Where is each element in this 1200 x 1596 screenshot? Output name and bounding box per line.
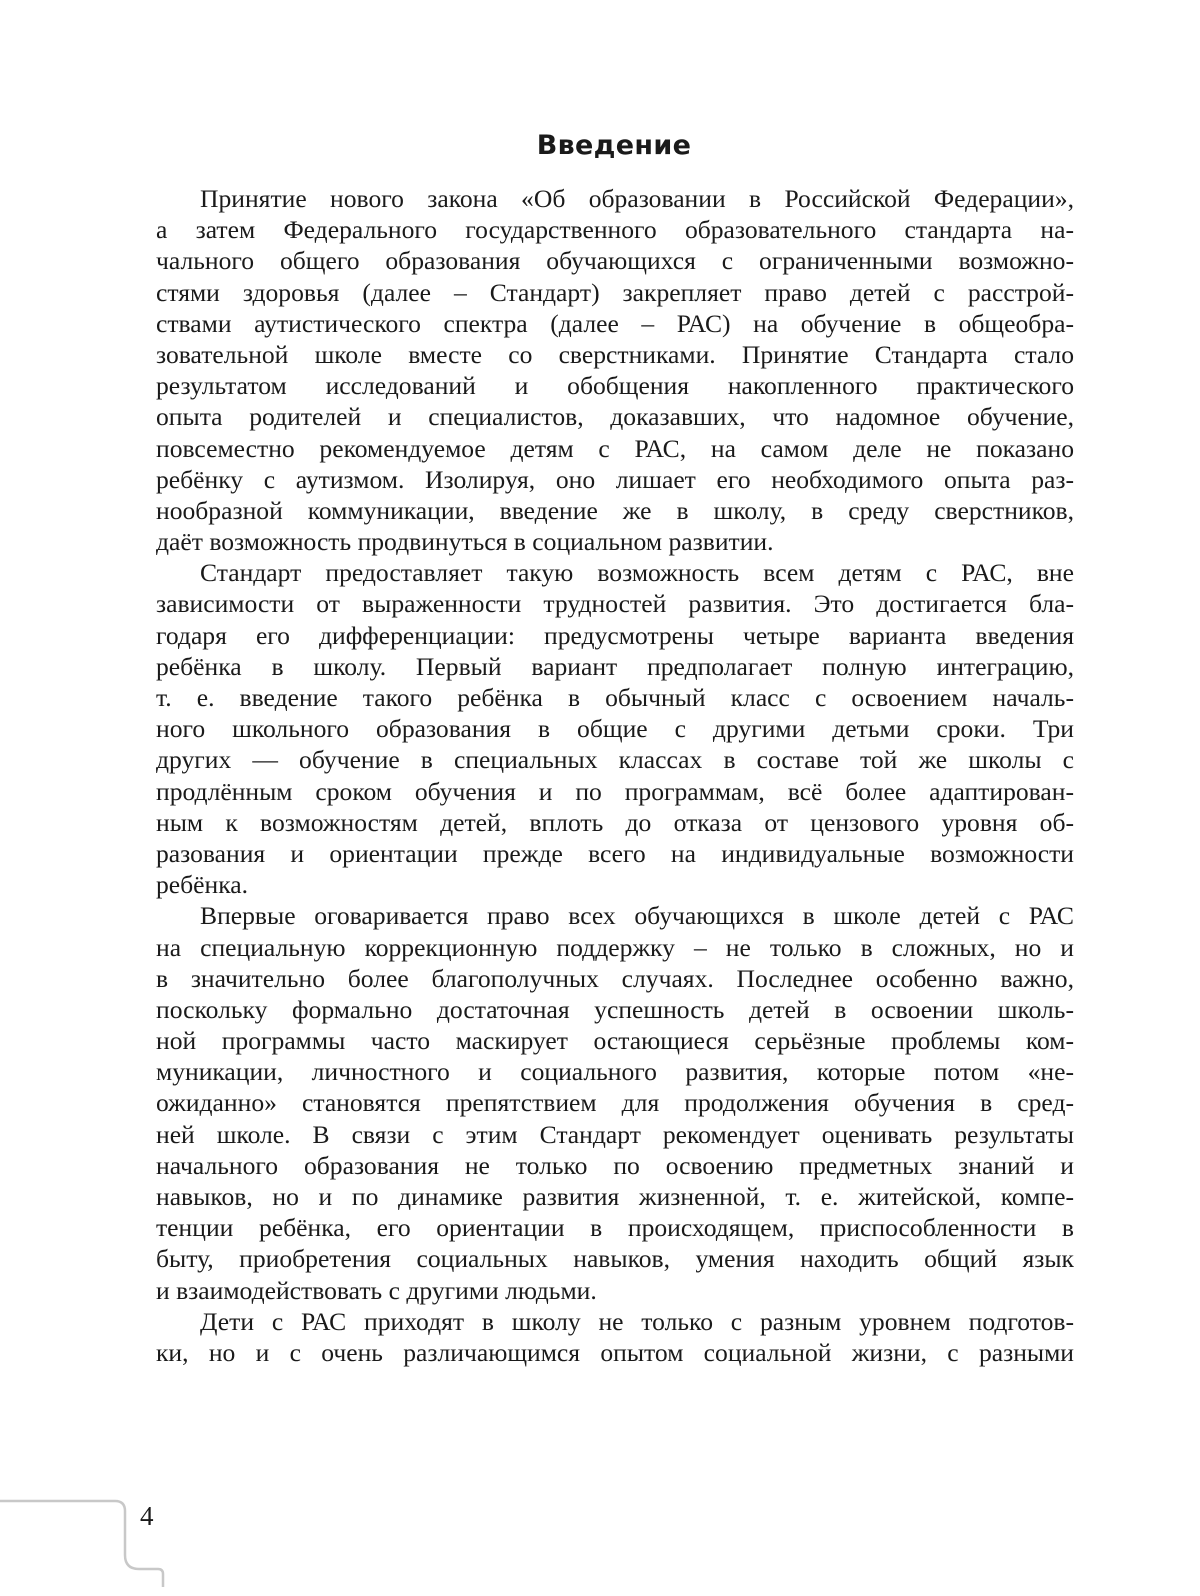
text-line: ожиданно» становятся препятствием для продолжения обучения в сред- [156, 1088, 1074, 1118]
text-line: Впервые оговаривается право всех обучающихся в школе детей с РАС [200, 901, 1074, 931]
text-line: повсеместно рекомендуемое детям с РАС, на самом деле не показано [156, 433, 1074, 463]
text-line: годаря его дифференциации: предусмотрены четыре варианта введения [156, 620, 1074, 650]
text-line: Принятие нового закона «Об образовании в Российской Федерации», [200, 184, 1074, 213]
text-line: а затем Федерального государственного образовательного стандарта на- [156, 215, 1074, 245]
text-line: и взаимодействовать с другими людьми. [156, 1275, 597, 1305]
text-line: продлённым сроком обучения и по программам, всё более адаптирован- [156, 776, 1074, 806]
text-line: других — обучение в специальных классах в составе той же школы с [156, 745, 1074, 775]
text-line: опыта родителей и специалистов, доказавших, что надомное обучение, [156, 402, 1074, 432]
text-line: ного школьного образования в общие с другими детьми сроки. Три [156, 714, 1074, 744]
text-line: Стандарт предоставляет такую возможность всем детям с РАС, вне [200, 558, 1074, 588]
page-title: Введение [536, 130, 692, 161]
page-number: 4 [140, 1501, 154, 1531]
text-line: нообразной коммуникации, введение же в школу, в среду сверстников, [156, 495, 1074, 525]
text-line: навыков, но и по динамике развития жизненной, т. е. житейской, компе- [156, 1182, 1074, 1211]
text-line: ребёнку с аутизмом. Изолируя, оно лишает его необходимого опыта раз- [156, 464, 1074, 494]
text-line: Дети с РАС приходят в школу не только с разным уровнем подготов- [200, 1306, 1074, 1336]
text-line: т. е. введение такого ребёнка в обычный класс с освоением началь- [156, 683, 1074, 712]
text-line: муникации, личностного и социального развития, которые потом «не- [156, 1057, 1074, 1087]
text-line: ребёнка. [156, 870, 249, 900]
text-line: ней школе. В связи с этим Стандарт рекомендует оценивать результаты [156, 1119, 1074, 1149]
text-line: ки, но и с очень различающимся опытом социальной жизни, с разными [156, 1337, 1074, 1367]
paragraph [156, 1306, 1074, 1368]
text-line: результатом исследований и обобщения накопленного практического [156, 371, 1074, 401]
paragraph [156, 557, 1074, 900]
text-line: в значительно более благополучных случаях. Последнее особенно важно, [156, 963, 1074, 993]
text-line: ным к возможностям детей, вплоть до отказа от цензового уровня об- [156, 807, 1074, 837]
text-line: даёт возможность продвинуться в социальном развитии. [156, 527, 774, 557]
text-line: стями здоровья (далее – Стандарт) закрепляет право детей с расстрой- [156, 277, 1074, 307]
body-text [156, 183, 1074, 1368]
text-line: быту, приобретения социальных навыков, умения находить общий язык [156, 1244, 1074, 1274]
text-line: зависимости от выраженности трудностей развития. Это достигается бла- [156, 589, 1074, 619]
paragraph [156, 900, 1074, 1305]
text-line: разования и ориентации прежде всего на индивидуальные возможности [156, 838, 1074, 868]
text-line: ствами аутистического спектра (далее – РАС) на обучение в общеобра- [156, 308, 1074, 338]
text-line: ной программы часто маскирует остающиеся серьёзные проблемы ком- [156, 1026, 1074, 1056]
text-line: чального общего образования обучающихся с ограниченными возможно- [156, 246, 1074, 276]
paragraph [156, 183, 1074, 557]
text-line: тенции ребёнка, его ориентации в происходящем, приспособленности в [156, 1213, 1074, 1243]
text-line: начального образования не только по освоению предметных знаний и [156, 1150, 1074, 1180]
text-line: поскольку формально достаточная успешность детей в освоении школь- [156, 994, 1074, 1024]
text-line: зовательной школе вместе со сверстниками. Принятие Стандарта стало [156, 339, 1074, 369]
text-line: на специальную коррекционную поддержку – не только в сложных, но и [156, 932, 1074, 962]
text-line: ребёнка в школу. Первый вариант предполагает полную интеграцию, [156, 651, 1074, 681]
